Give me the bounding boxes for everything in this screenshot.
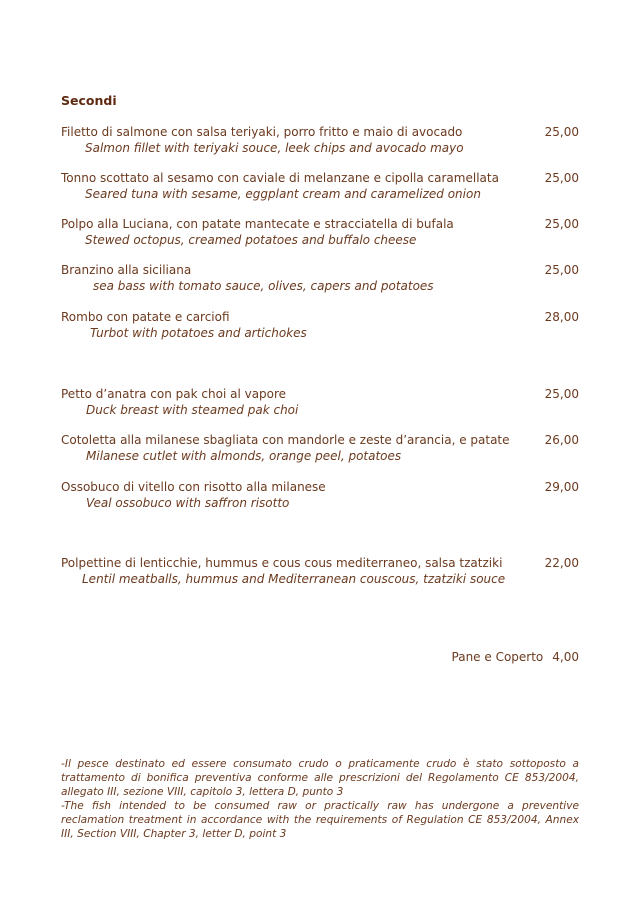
menu-item [61,124,579,156]
dish-price: 29,00 [544,480,579,494]
dish-price: 25,00 [544,387,579,401]
cover-charge-label: Pane e Coperto [451,650,544,664]
dish-price: 25,00 [544,125,579,139]
dish-name-it: Cotoletta alla milanese sbagliata con mandorle e zeste d’arancia, e patate [61,433,510,447]
menu-item [61,170,579,202]
dish-name-it: Polpettine di lenticchie, hummus e cous cous mediterraneo, salsa tzatziki [61,556,503,570]
dish-name-en: Milanese cutlet with almonds, orange peel, potatoes [86,449,402,463]
menu-item [61,216,579,248]
note-italian: -Il pesce destinato ed essere consumato crudo o praticamente crudo è stato sottoposto a trattamento di bonifica preventiva conforme alle prescrizioni del Regolamento CE 853/2004, allegato III, sezione VIII, capitolo 3, lettera D, punto 3 [61,758,579,798]
cover-charge [452,649,579,665]
menu-item [61,386,579,418]
dish-price: 25,00 [544,217,579,231]
dish-price: 26,00 [544,433,579,447]
dish-name-en: Duck breast with steamed pak choi [86,403,299,417]
menu-item [61,479,579,511]
section-title: Secondi [61,93,117,108]
dish-price: 25,00 [544,171,579,185]
cover-charge-price: 4,00 [552,650,579,664]
dish-name-en: Seared tuna with sesame, eggplant cream and caramelized onion [85,187,481,201]
menu-item [61,309,579,341]
dish-name-en: Lentil meatballs, hummus and Mediterranean couscous, tzatziki souce [82,572,506,586]
dish-name-it: Filetto di salmone con salsa teriyaki, porro fritto e maio di avocado [61,125,463,139]
dish-name-it: Tonno scottato al sesamo con caviale di melanzane e cipolla caramellata [61,171,499,185]
menu-item [61,262,579,294]
dish-name-it: Branzino alla siciliana [61,263,192,277]
dish-name-it: Petto d’anatra con pak choi al vapore [61,387,287,401]
dish-name-it: Ossobuco di vitello con risotto alla milanese [61,480,326,494]
menu-item [61,555,579,587]
dish-price: 28,00 [544,310,579,324]
dish-name-it: Polpo alla Luciana, con patate mantecate e stracciatella di bufala [61,217,454,231]
note-english: -The fish intended to be consumed raw or practically raw has undergone a preventive reclamation treatment in accordance with the requirements of Regulation CE 853/2004, Annex III, Section VIII, Chapter 3, letter D, point 3 [61,800,579,840]
dish-price: 25,00 [544,263,579,277]
dish-name-en: Salmon fillet with teriyaki souce, leek chips and avocado mayo [85,141,464,155]
allergen-note [61,757,579,841]
dish-name-en: sea bass with tomato sauce, olives, capers and potatoes [93,279,434,293]
dish-name-it: Rombo con patate e carciofi [61,310,230,324]
menu-item [61,432,579,464]
dish-name-en: Veal ossobuco with saffron risotto [86,496,290,510]
dish-name-en: Turbot with potatoes and artichokes [90,326,307,340]
dish-name-en: Stewed octopus, creamed potatoes and buffalo cheese [85,233,417,247]
dish-price: 22,00 [544,556,579,570]
